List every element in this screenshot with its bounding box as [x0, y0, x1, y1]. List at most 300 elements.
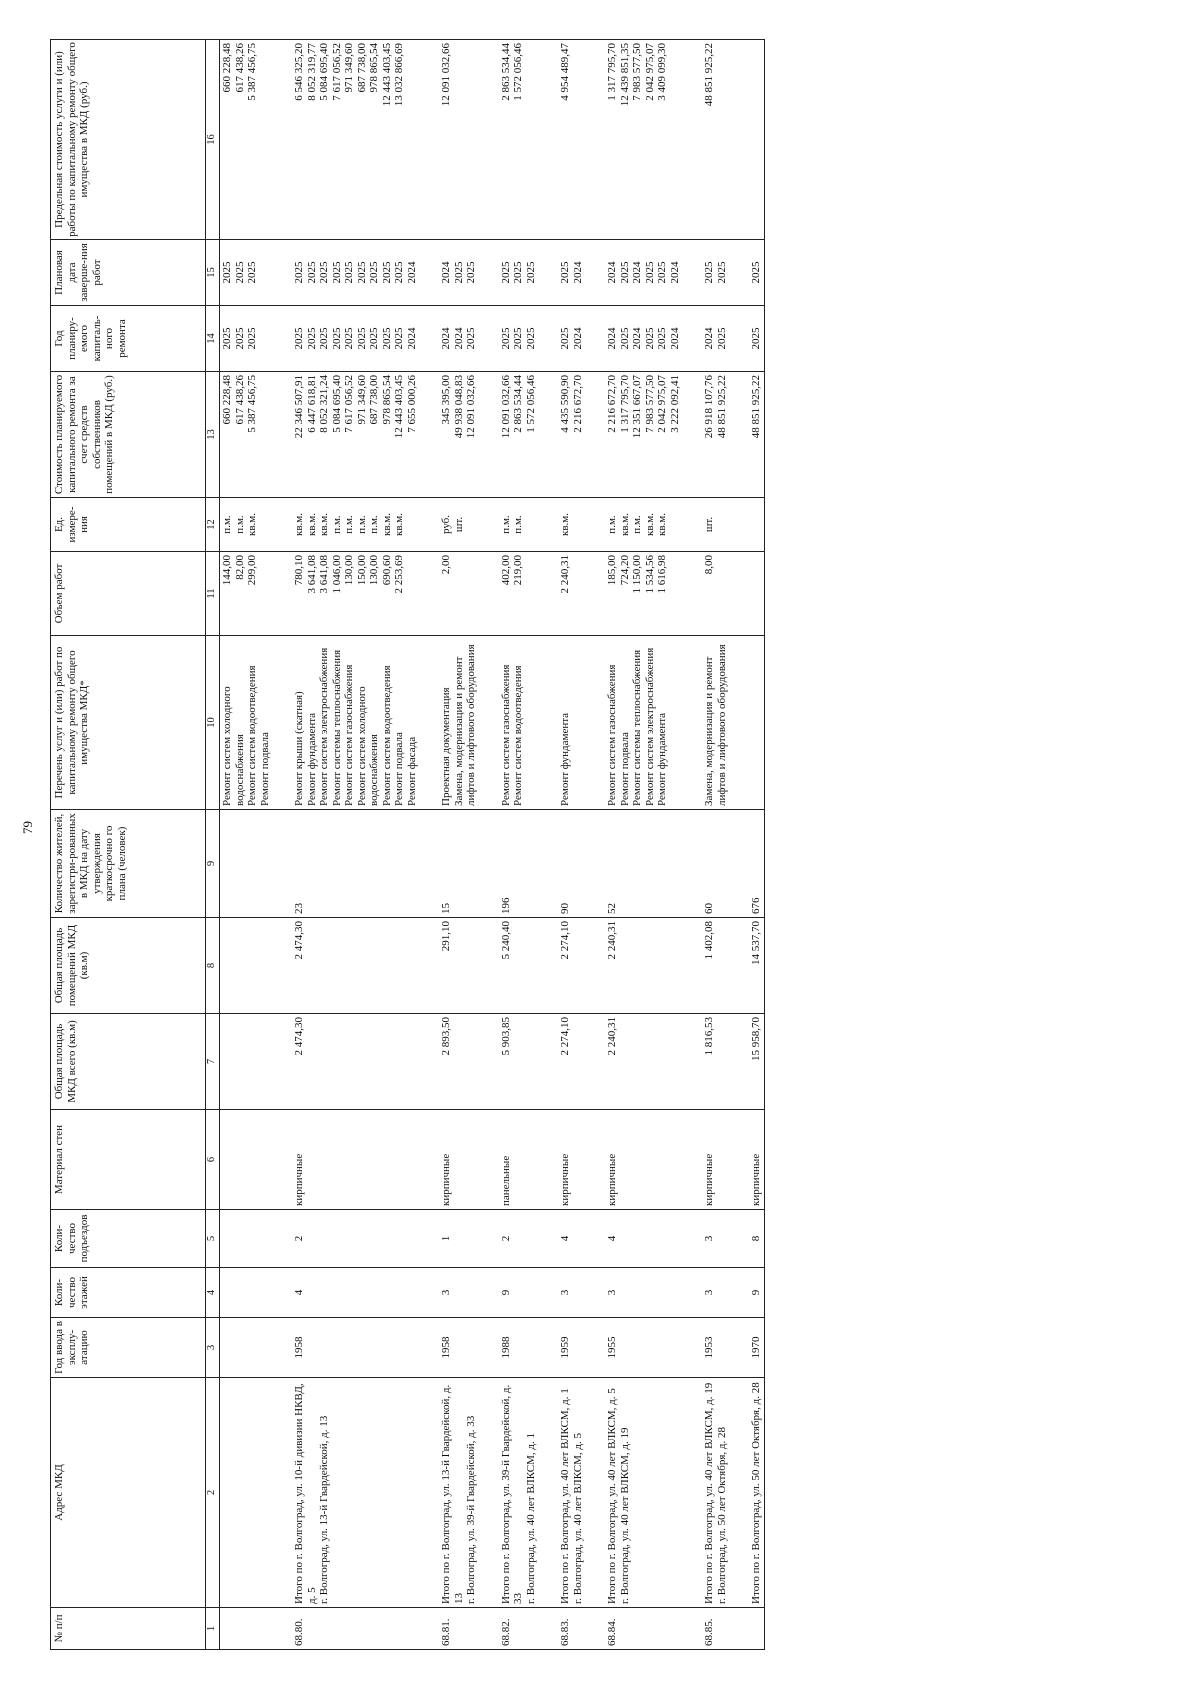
spacer-cell	[272, 1268, 292, 1318]
cell-line: Ремонт подвала	[618, 732, 631, 806]
cell-line: 2025	[246, 327, 258, 350]
spacer-cell	[419, 1268, 439, 1318]
spacer-cell	[538, 40, 558, 240]
cell-line: 978 865,54	[380, 375, 393, 425]
spacer-cell	[419, 810, 439, 918]
cell-cost	[558, 372, 585, 498]
row-spacer	[272, 40, 292, 1650]
column-number: 9	[206, 810, 220, 918]
cell-line: 1 317 795,70	[606, 43, 618, 101]
cell-unit	[220, 498, 273, 552]
row-spacer	[729, 40, 749, 1650]
cell-line: 4 435 590,90	[559, 375, 571, 433]
cell-line: 130,00	[343, 555, 355, 586]
cell-total: 1 816,53	[702, 1014, 729, 1110]
spacer-cell	[538, 552, 558, 636]
cell-year: 1970	[749, 1318, 764, 1378]
cell-line: кв.м.	[618, 513, 631, 536]
cell-line: 724,20	[618, 555, 631, 586]
cell-mat: кирпичные	[292, 1110, 419, 1210]
cell-unit	[605, 498, 682, 552]
cell-res: 90	[558, 810, 585, 918]
cell-mat	[220, 1110, 273, 1210]
cell-vol	[749, 552, 764, 636]
cell-addr	[292, 1378, 419, 1608]
cell-unit	[499, 498, 539, 552]
column-header: Стоимость планируемого капитального ремонта за счет средств собственников помещений в МКД (руб.)	[51, 372, 206, 498]
spacer-cell	[682, 636, 702, 810]
spacer-cell	[729, 1110, 749, 1210]
cell-floors: 3	[605, 1268, 682, 1318]
cell-line: п.м.	[512, 515, 524, 534]
cell-vol	[220, 552, 273, 636]
column-number: 15	[206, 240, 220, 306]
cell-total	[220, 1014, 273, 1110]
cell-vol	[702, 552, 729, 636]
cell-entr: 2	[499, 1210, 539, 1268]
cell-done	[439, 240, 479, 306]
cell-line: 2,00	[440, 555, 452, 575]
cell-line: 2025	[703, 261, 715, 284]
cell-line: 2025	[524, 261, 537, 284]
spacer-cell	[682, 1318, 702, 1378]
spacer-cell	[729, 1014, 749, 1110]
spacer-cell	[538, 1014, 558, 1110]
table-row	[499, 40, 539, 1650]
cell-line: кв.м.	[643, 513, 656, 536]
cell-line: 13 032 866,69	[393, 43, 405, 107]
cell-line: 687 738,00	[355, 43, 368, 93]
cell-line: 2 042 975,07	[656, 375, 668, 433]
spacer-cell	[585, 1210, 605, 1268]
cell-line: 3 222 092,41	[668, 375, 681, 433]
column-header: Материал стен	[51, 1110, 206, 1210]
cell-line: 2025	[750, 261, 762, 284]
cell-works	[292, 636, 419, 810]
cell-floors: 9	[749, 1268, 764, 1318]
spacer-cell	[729, 1210, 749, 1268]
cell-no: 68.84.	[605, 1608, 682, 1650]
cell-unit	[292, 498, 419, 552]
cell-line: 2 863 534,44	[512, 375, 524, 433]
cell-line: 12 443 403,45	[380, 43, 393, 107]
spacer-cell	[729, 40, 749, 240]
spacer-cell	[272, 810, 292, 918]
spacer-cell	[585, 306, 605, 372]
cell-line: 2024	[631, 327, 643, 350]
cell-line: 2024	[405, 327, 418, 350]
cell-line: 5 084 695,40	[330, 375, 343, 433]
spacer-cell	[479, 1210, 499, 1268]
cell-line: Ремонт систем холодного водоснабжения	[221, 686, 246, 806]
spacer-cell	[419, 1210, 439, 1268]
cell-line: 2025	[499, 327, 512, 350]
cell-ycap	[702, 306, 729, 372]
cell-line: 2024	[405, 261, 418, 284]
cell-line: 660 228,48	[221, 43, 233, 93]
cell-line: 2025	[355, 327, 368, 350]
cell-entr: 2	[292, 1210, 419, 1268]
cell-line: 2025	[318, 327, 330, 350]
cell-line: 299,00	[246, 555, 258, 586]
cell-cost	[439, 372, 479, 498]
cell-unit	[702, 498, 729, 552]
spacer-cell	[419, 40, 439, 240]
spacer-cell	[538, 1268, 558, 1318]
cell-line: 2025	[293, 261, 305, 284]
cell-line: 2025	[380, 261, 393, 284]
table-row	[558, 40, 585, 1650]
cell-line: 2024	[703, 327, 715, 350]
column-number: 6	[206, 1110, 220, 1210]
cell-line: 1 150,00	[631, 555, 643, 594]
cell-line: Ремонт фундамента	[559, 712, 571, 806]
cell-total: 2 240,31	[605, 1014, 682, 1110]
cell-line: 2024	[452, 327, 465, 350]
column-number: 7	[206, 1014, 220, 1110]
cell-line: 2025	[656, 327, 668, 350]
spacer-cell	[585, 1378, 605, 1608]
column-header: Адрес МКД	[51, 1378, 206, 1608]
cell-line: 2025	[330, 261, 343, 284]
spacer-cell	[272, 636, 292, 810]
cell-premises: 2 274,10	[558, 918, 585, 1014]
cell-ycap	[605, 306, 682, 372]
column-number: 16	[206, 40, 220, 240]
cell-line: 2024	[606, 261, 618, 284]
spacer-cell	[538, 1318, 558, 1378]
column-header: Объем работ	[51, 552, 206, 636]
spacer-cell	[479, 552, 499, 636]
cell-line: Ремонт подвала	[393, 732, 405, 806]
cell-line: 2 216 672,70	[606, 375, 618, 433]
cell-line: 8 052 319,77	[305, 43, 318, 101]
cell-mat: кирпичные	[439, 1110, 479, 1210]
spacer-cell	[419, 240, 439, 306]
column-header: Количество жителей, зарегистри-рованных в МКД на дату утверждения краткосрочно го плана (человек)	[51, 810, 206, 918]
cell-limit	[292, 40, 419, 240]
cell-line: 185,00	[606, 555, 618, 586]
spacer-cell	[419, 636, 439, 810]
cell-line: 2025	[293, 327, 305, 350]
row-spacer	[479, 40, 499, 1650]
cell-line: г. Волгоград, ул. 13-й Гвардейской, д. 13	[318, 1415, 330, 1604]
cell-unit	[749, 498, 764, 552]
cell-line: п.м.	[233, 515, 246, 534]
cell-ycap	[499, 306, 539, 372]
cell-line: 2025	[368, 261, 380, 284]
cell-line: 8 052 321,24	[318, 375, 330, 433]
cell-line: кв.м.	[393, 513, 405, 536]
cell-line: 7 983 577,50	[631, 43, 643, 101]
cell-line: 2025	[512, 261, 524, 284]
cell-line: 12 351 667,07	[631, 375, 643, 439]
cell-line: 690,60	[380, 555, 393, 586]
cell-addr	[220, 1378, 273, 1608]
cell-line: п.м.	[330, 515, 343, 534]
spacer-cell	[479, 498, 499, 552]
cell-total: 2 274,10	[558, 1014, 585, 1110]
cell-line: 12 443 403,45	[393, 375, 405, 439]
spacer-cell	[479, 1014, 499, 1110]
cell-no: 68.81.	[439, 1608, 479, 1650]
cell-line: 2025	[233, 327, 246, 350]
cell-no	[220, 1608, 273, 1650]
cell-line: 2025	[221, 327, 233, 350]
cell-line: кв.м.	[305, 513, 318, 536]
cell-addr	[499, 1378, 539, 1608]
cell-floors: 4	[292, 1268, 419, 1318]
cell-works	[439, 636, 479, 810]
cell-line: 3 641,08	[305, 555, 318, 594]
cell-res: 676	[749, 810, 764, 918]
cell-year: 1988	[499, 1318, 539, 1378]
cell-line: 1 616,98	[656, 555, 668, 594]
spacer-cell	[585, 552, 605, 636]
cell-line: 617 438,26	[233, 43, 246, 93]
spacer-cell	[479, 372, 499, 498]
cell-line: 5 084 695,40	[318, 43, 330, 101]
cell-line: 2 253,69	[393, 555, 405, 594]
cell-line: 2025	[643, 261, 656, 284]
cell-line: шт.	[452, 516, 465, 533]
spacer-cell	[419, 1014, 439, 1110]
spacer-cell	[272, 552, 292, 636]
cell-line: 12 091 032,66	[440, 43, 452, 107]
cell-line: 2024	[440, 261, 452, 284]
cell-year: 1953	[702, 1318, 729, 1378]
cell-year	[220, 1318, 273, 1378]
spacer-cell	[419, 372, 439, 498]
cell-line: 2024	[571, 261, 584, 284]
cell-line: г. Волгоград, ул. 39-й Гвардейской, д. 33	[465, 1415, 477, 1604]
cell-works	[702, 636, 729, 810]
cell-line: руб.	[440, 514, 452, 535]
cell-limit	[749, 40, 764, 240]
cell-line: г. Волгоград, ул. 40 лет ВЛКСМ, д. 5	[571, 1432, 584, 1604]
cell-line: Ремонт систем электроснабжения	[643, 647, 656, 806]
cell-line: г. Волгоград, ул. 50 лет Октября, д. 28	[715, 1427, 728, 1604]
cell-line: 2025	[643, 327, 656, 350]
cell-addr	[605, 1378, 682, 1608]
spacer-cell	[682, 240, 702, 306]
cell-done	[499, 240, 539, 306]
cell-line: 2025	[559, 327, 571, 350]
column-header: Предельная стоимость услуги и (или) работы по капитальному ремонту общего имущества в МКД (руб.)	[51, 40, 206, 240]
cell-line: 2025	[393, 327, 405, 350]
spacer-cell	[538, 810, 558, 918]
cell-total: 5 903,85	[499, 1014, 539, 1110]
spacer-cell	[419, 918, 439, 1014]
cell-entr: 3	[702, 1210, 729, 1268]
spacer-cell	[272, 240, 292, 306]
cell-line: кв.м.	[656, 513, 668, 536]
cell-entr	[220, 1210, 273, 1268]
spacer-cell	[272, 1378, 292, 1608]
spacer-cell	[729, 552, 749, 636]
cell-done	[702, 240, 729, 306]
cell-ycap	[558, 306, 585, 372]
cell-premises: 5 240,40	[499, 918, 539, 1014]
cell-line: 687 738,00	[368, 375, 380, 425]
cell-line: 2025	[656, 261, 668, 284]
cell-done	[605, 240, 682, 306]
cell-line: 2024	[606, 327, 618, 350]
cell-line: г. Волгоград, ул. 40 лет ВЛКСМ, д. 1	[524, 1432, 537, 1604]
cell-line: кв.м.	[380, 513, 393, 536]
cell-line: 2 240,31	[559, 555, 571, 594]
cell-line: 1 572 056,46	[524, 375, 537, 433]
spacer-cell	[538, 1210, 558, 1268]
spacer-cell	[272, 1608, 292, 1650]
cell-floors	[220, 1268, 273, 1318]
spacer-cell	[272, 918, 292, 1014]
spacer-cell	[272, 1318, 292, 1378]
table-row	[702, 40, 729, 1650]
cell-line: Замена, модернизация и ремонт лифтов и лифтового оборудования	[703, 644, 728, 806]
spacer-cell	[585, 240, 605, 306]
cell-line: 5 387 456,75	[246, 43, 258, 101]
cell-mat: кирпичные	[605, 1110, 682, 1210]
cell-line: 2 863 534,44	[499, 43, 512, 101]
cell-cost	[702, 372, 729, 498]
cell-limit	[702, 40, 729, 240]
spacer-cell	[729, 810, 749, 918]
cell-line: 150,00	[355, 555, 368, 586]
cell-limit	[220, 40, 273, 240]
spacer-cell	[272, 40, 292, 240]
cell-cost	[499, 372, 539, 498]
table-row	[749, 40, 764, 1650]
cell-premises: 291,10	[439, 918, 479, 1014]
cell-mat: кирпичные	[558, 1110, 585, 1210]
cell-entr: 4	[558, 1210, 585, 1268]
rotated-page	[50, 40, 1100, 1650]
cell-line: 402,00	[499, 555, 512, 586]
cell-mat: кирпичные	[749, 1110, 764, 1210]
spacer-cell	[729, 240, 749, 306]
column-number: 2	[206, 1378, 220, 1608]
column-number: 8	[206, 918, 220, 1014]
cell-line: Ремонт систем газоснабжения	[499, 664, 512, 806]
spacer-cell	[479, 1608, 499, 1650]
cell-line: п.м.	[355, 515, 368, 534]
column-header: № п/п	[51, 1608, 206, 1650]
cell-line: 48 851 925,22	[703, 43, 715, 107]
cell-line: кв.м.	[246, 513, 258, 536]
spacer-cell	[585, 40, 605, 240]
spacer-cell	[682, 1210, 702, 1268]
cell-line: Ремонт систем электроснабжения	[318, 647, 330, 806]
column-header: Плановая дата заверше-ния работ	[51, 240, 206, 306]
cell-done	[558, 240, 585, 306]
cell-line: 4 954 489,47	[559, 43, 571, 101]
cell-year: 1955	[605, 1318, 682, 1378]
cell-line: 2024	[440, 327, 452, 350]
spacer-cell	[682, 1268, 702, 1318]
cell-no: 68.85.	[702, 1608, 729, 1650]
row-spacer	[538, 40, 558, 1650]
cell-line: 8,00	[703, 555, 715, 575]
spacer-cell	[479, 1378, 499, 1608]
cell-done	[220, 240, 273, 306]
cell-premises: 1 402,08	[702, 918, 729, 1014]
cell-line: Ремонт системы теплоснабжения	[631, 649, 643, 806]
spacer-cell	[538, 636, 558, 810]
cell-mat: кирпичные	[702, 1110, 729, 1210]
spacer-cell	[479, 810, 499, 918]
cell-line: Ремонт систем газоснабжения	[606, 664, 618, 806]
cell-unit	[439, 498, 479, 552]
cell-line: Ремонт подвала	[258, 732, 271, 806]
cell-line: Проектная документация	[440, 687, 452, 806]
spacer-cell	[538, 918, 558, 1014]
spacer-cell	[682, 498, 702, 552]
cell-line: 2024	[668, 261, 681, 284]
cell-line: 660 228,48	[221, 375, 233, 425]
cell-line: 7 617 056,52	[343, 375, 355, 433]
cell-res: 52	[605, 810, 682, 918]
cell-line: 1 572 056,46	[512, 43, 524, 101]
cell-works	[605, 636, 682, 810]
spacer-cell	[729, 918, 749, 1014]
cell-no: 68.80.	[292, 1608, 419, 1650]
cell-ycap	[439, 306, 479, 372]
spacer-cell	[538, 306, 558, 372]
cell-line: 780,10	[293, 555, 305, 586]
cell-total: 15 958,70	[749, 1014, 764, 1110]
cell-line: кв.м.	[293, 513, 305, 536]
cell-line: п.м.	[606, 515, 618, 534]
cell-line: кв.м.	[559, 513, 571, 536]
cell-year: 1958	[439, 1318, 479, 1378]
spacer-cell	[272, 372, 292, 498]
cell-line: 2024	[668, 327, 681, 350]
spacer-cell	[585, 1110, 605, 1210]
spacer-cell	[682, 1608, 702, 1650]
column-header: Общая площадь помещений МКД (кв.м)	[51, 918, 206, 1014]
spacer-cell	[272, 1110, 292, 1210]
cell-no: 68.82.	[499, 1608, 539, 1650]
cell-line: Ремонт фундамента	[656, 712, 668, 806]
spacer-cell	[682, 552, 702, 636]
row-spacer	[682, 40, 702, 1650]
cell-line: 12 439 851,35	[618, 43, 631, 107]
cell-year: 1959	[558, 1318, 585, 1378]
column-number: 3	[206, 1318, 220, 1378]
spacer-cell	[682, 40, 702, 240]
cell-entr: 4	[605, 1210, 682, 1268]
cell-cost	[605, 372, 682, 498]
cell-line: 48 851 925,22	[715, 375, 728, 439]
row-spacer	[419, 40, 439, 1650]
column-header: Год планиру-емого капиталь-ного ремонта	[51, 306, 206, 372]
cell-addr	[558, 1378, 585, 1608]
cell-premises: 14 537,70	[749, 918, 764, 1014]
cell-line: 2025	[305, 261, 318, 284]
cell-line: 2025	[368, 327, 380, 350]
cell-line: 2025	[559, 261, 571, 284]
spacer-cell	[419, 1318, 439, 1378]
spacer-cell	[538, 1608, 558, 1650]
cell-addr	[439, 1378, 479, 1608]
cell-vol	[558, 552, 585, 636]
spacer-cell	[479, 636, 499, 810]
cell-year: 1958	[292, 1318, 419, 1378]
cell-limit	[439, 40, 479, 240]
cell-line: 6 546 325,20	[293, 43, 305, 101]
cell-vol	[292, 552, 419, 636]
